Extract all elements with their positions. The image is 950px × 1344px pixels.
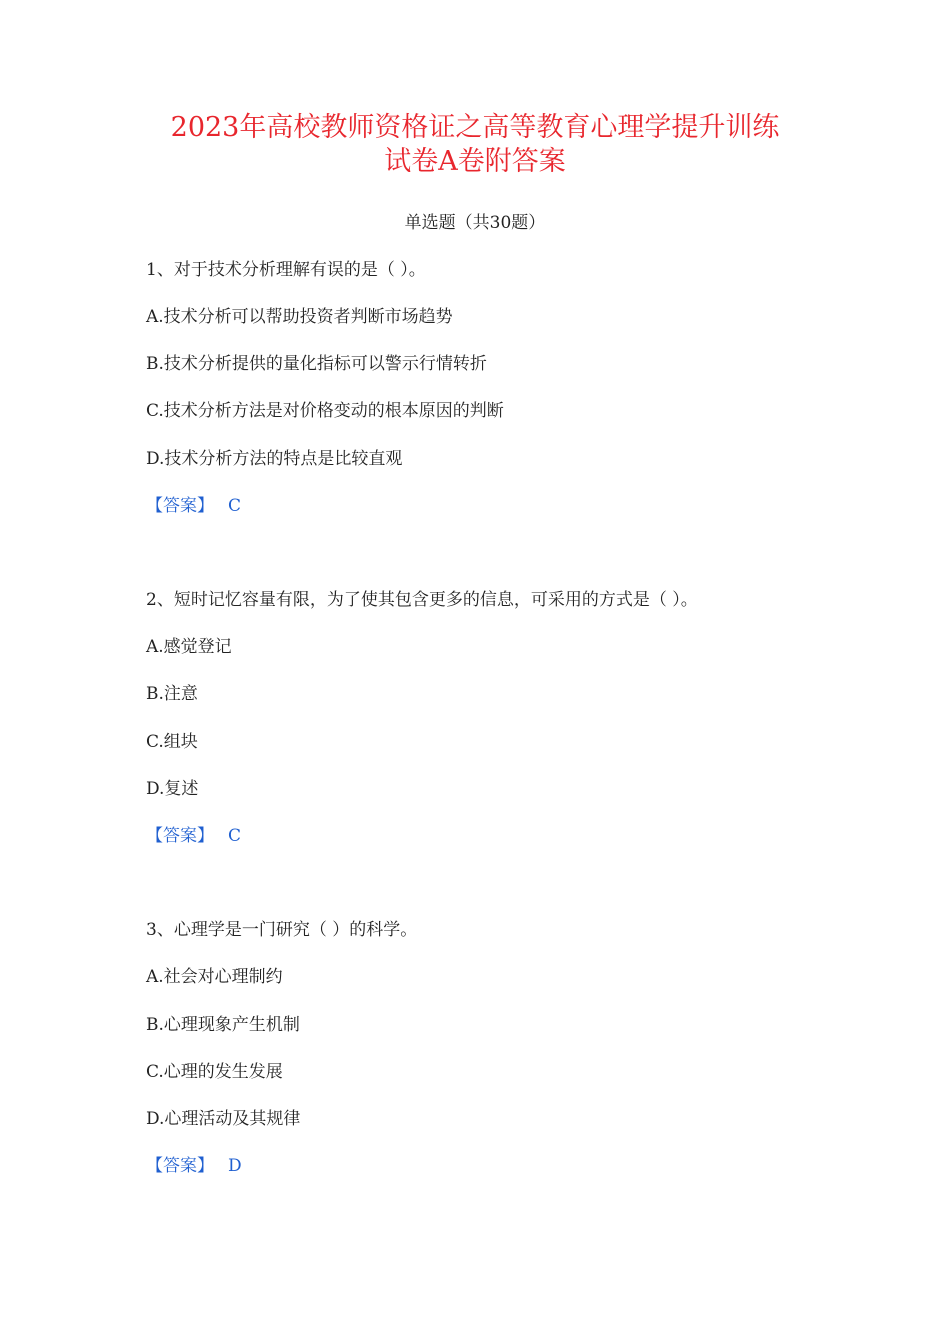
question-3-option-b: B.心理现象产生机制 — [146, 1015, 300, 1035]
question-3-option-d: D.心理活动及其规律 — [146, 1109, 301, 1129]
answer-label: 【答案】 — [146, 1156, 214, 1176]
answer-label: 【答案】 — [146, 496, 214, 516]
question-1-option-d: D.技术分析方法的特点是比较直观 — [146, 449, 403, 469]
question-2-option-a: A.感觉登记 — [146, 637, 232, 657]
question-1-option-a: A.技术分析可以帮助投资者判断市场趋势 — [146, 307, 453, 327]
question-3-answer — [146, 1153, 242, 1179]
answer-value: C — [228, 496, 242, 516]
answer-value: C — [228, 826, 242, 846]
question-1-stem: 1、对于技术分析理解有误的是（ ）。 — [146, 260, 426, 280]
document-title-line-1: 2023年高校教师资格证之高等教育心理学提升训练 — [170, 112, 780, 143]
question-3-stem: 3、心理学是一门研究（ ）的科学。 — [146, 920, 418, 940]
question-2-option-d: D.复述 — [146, 779, 199, 799]
question-3-option-c: C.心理的发生发展 — [146, 1062, 283, 1082]
question-1-option-b: B.技术分析提供的量化指标可以警示行情转折 — [146, 354, 487, 374]
document-title-line-2: 试卷A卷附答案 — [384, 146, 566, 177]
question-1-option-c: C.技术分析方法是对价格变动的根本原因的判断 — [146, 401, 504, 421]
answer-value: D — [228, 1156, 242, 1176]
answer-label: 【答案】 — [146, 826, 214, 846]
question-2-option-c: C.组块 — [146, 732, 198, 752]
question-2-option-b: B.注意 — [146, 684, 198, 704]
question-1-answer — [146, 493, 241, 519]
question-2-answer — [146, 823, 241, 849]
section-heading: 单选题（共30题） — [404, 213, 546, 233]
question-3-option-a: A.社会对心理制约 — [146, 967, 283, 987]
question-2-stem: 2、短时记忆容量有限，为了使其包含更多的信息，可采用的方式是（ ）。 — [146, 590, 698, 610]
